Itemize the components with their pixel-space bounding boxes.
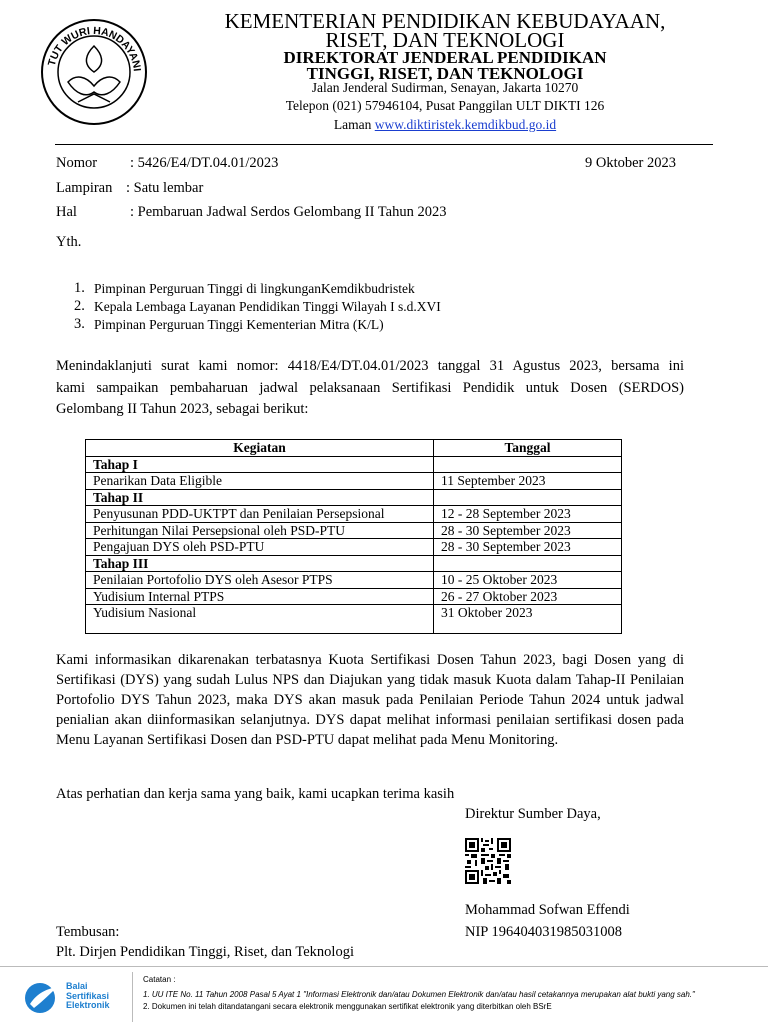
logo-text: TUT WURI HANDAYANI: [45, 24, 143, 72]
table-header-row: [86, 440, 622, 457]
signatory-nip: NIP 196404031985031008: [465, 924, 622, 940]
footer-note-1: 1. UU ITE No. 11 Tahun 2008 Pasal 5 Ayat 1 "Informasi Elektronik dan/atau Dokumen Elektronik dan/atau hasil cetakannya merupakan alat bukti yang sah.": [143, 990, 695, 999]
table-row: [86, 489, 622, 506]
date-cell: 11 September 2023: [434, 473, 622, 490]
bsre-line2: Sertifikasi: [66, 990, 110, 1001]
recipient-number: 1.: [74, 280, 85, 296]
bsre-line1: Balai: [66, 981, 88, 991]
intro-line-3: Gelombang II Tahun 2023, sebagai berikut:: [56, 401, 309, 417]
signatory-name: Mohammad Sofwan Effendi: [465, 902, 630, 918]
nomor-label: Nomor: [56, 155, 98, 171]
date-cell: 26 - 27 Oktober 2023: [434, 588, 622, 605]
bsre-logo: [22, 980, 62, 1016]
activity-cell: Pengajuan DYS oleh PSD-PTU: [86, 539, 434, 556]
ministry-logo: [38, 16, 150, 128]
intro-line-1: Menindaklanjuti surat kami nomor: 4418/E4/DT.04.01/2023 tanggal 31 Agustus 2023, bersama ini: [56, 358, 684, 374]
hal-label: Hal: [56, 204, 77, 220]
date-cell: 10 - 25 Oktober 2023: [434, 572, 622, 589]
stage-label: Tahap II: [86, 489, 434, 506]
activity-cell: Penyusunan PDD-UKTPT dan Penilaian Persepsional: [86, 506, 434, 523]
activity-cell: Perhitungan Nilai Persepsional oleh PSD-PTU: [86, 522, 434, 539]
footer-vertical-divider: [132, 972, 134, 1022]
recipient-item: Kepala Lembaga Layanan Pendidikan Tinggi Wilayah I s.d.XVI: [94, 299, 441, 314]
col-header-date: Tanggal: [434, 440, 622, 457]
table-row: [86, 588, 622, 605]
phone: Telepon (021) 57946104, Pusat Panggilan ULT DIKTI 126: [285, 98, 605, 113]
date-cell: 31 Oktober 2023: [434, 605, 622, 634]
closing-text: Atas perhatian dan kerja sama yang baik, kami ucapkan terima kasih: [56, 786, 455, 802]
table-row: [86, 456, 622, 473]
website-line: [210, 117, 680, 133]
date-cell: 12 - 28 September 2023: [434, 506, 622, 523]
directorate-line1: DIREKTORAT JENDERAL PENDIDIKAN: [283, 48, 607, 67]
intro-line-2: kami sampaikan pembaharuan jadwal pelaksanaan Sertifikasi Pendidik untuk Dosen (SERDOS): [56, 380, 684, 396]
address: Jalan Jenderal Sudirman, Senayan, Jakarta 10270: [311, 80, 579, 95]
lampiran-label: Lampiran: [56, 180, 113, 196]
stage-label: Tahap I: [86, 456, 434, 473]
website-prefix: Laman: [333, 117, 375, 132]
cc-item: Plt. Dirjen Pendidikan Tinggi, Riset, dan Teknologi: [56, 944, 354, 960]
ministry-name-line2: RISET, DAN TEKNOLOGI: [325, 28, 565, 52]
stage-label: Tahap III: [86, 555, 434, 572]
table-row: [86, 572, 622, 589]
table-row: [86, 605, 622, 634]
catatan-label: Catatan :: [143, 975, 176, 984]
recipient-item: Pimpinan Perguruan Tinggi Kementerian Mitra (K/L): [94, 317, 384, 332]
activity-cell: Yudisium Nasional: [86, 605, 434, 634]
recipient-number: 2.: [74, 298, 85, 314]
table-row: [86, 522, 622, 539]
qr-code: [465, 838, 511, 884]
activity-cell: Penarikan Data Eligible: [86, 473, 434, 490]
info-paragraph: Kami informasikan dikarenakan terbatasnya Kuota Sertifikasi Dosen Tahun 2023, bagi Dosen yang di Sertifikasi (DYS) yang sudah Lulus NPS dan Diajukan yang tidak masuk Kuota dalam Tahap-II Penilaian Portofolio DYS Tahun 2023, maka DYS akan masuk pada Penilaian Periode Tahun 2024 untuk jadwal penialian akan diinformasikan selanjutnya. DYS dapat melihat informasi penilaian sertifikasi dosen pada Menu Layanan Sertifikasi Dosen dan PSD-PTU dapat melihat pada Menu Monitoring.: [56, 652, 684, 748]
header-divider: [55, 144, 713, 145]
ministry-name-line1: KEMENTERIAN PENDIDIKAN KEBUDAYAAN,: [224, 9, 666, 33]
signatory-title: Direktur Sumber Daya,: [465, 806, 601, 822]
bsre-name: [66, 982, 110, 1011]
bsre-line3: Elektronik: [66, 1000, 110, 1010]
website-link[interactable]: www.diktiristek.kemdikbud.go.id: [374, 117, 557, 132]
table-row: [86, 555, 622, 572]
yth: Yth.: [56, 234, 82, 250]
activity-cell: Yudisium Internal PTPS: [86, 588, 434, 605]
cc-label: Tembusan:: [56, 924, 120, 940]
table-row: [86, 539, 622, 556]
recipient-item: Pimpinan Perguruan Tinggi di lingkunganKemdikbudristek: [94, 281, 415, 296]
schedule-table: [85, 439, 622, 634]
date-cell: 28 - 30 September 2023: [434, 539, 622, 556]
hal-value: : Pembaruan Jadwal Serdos Gelombang II Tahun 2023: [130, 204, 447, 220]
directorate-line2: TINGGI, RISET, DAN TEKNOLOGI: [306, 64, 584, 83]
col-header-activity: Kegiatan: [86, 440, 434, 457]
recipient-number: 3.: [74, 316, 85, 332]
lampiran-value: : Satu lembar: [126, 180, 204, 196]
table-row: [86, 473, 622, 490]
date-cell: 28 - 30 September 2023: [434, 522, 622, 539]
nomor-value: : 5426/E4/DT.04.01/2023: [130, 155, 279, 171]
footer-divider: [0, 966, 768, 967]
activity-cell: Penilaian Portofolio DYS oleh Asesor PTPS: [86, 572, 434, 589]
footer-note-2: 2. Dokumen ini telah ditandatangani secara elektronik menggunakan sertifikat elektronik yang diterbitkan oleh BSrE: [143, 1002, 552, 1011]
letter-date: 9 Oktober 2023: [585, 155, 677, 171]
table-row: [86, 506, 622, 523]
